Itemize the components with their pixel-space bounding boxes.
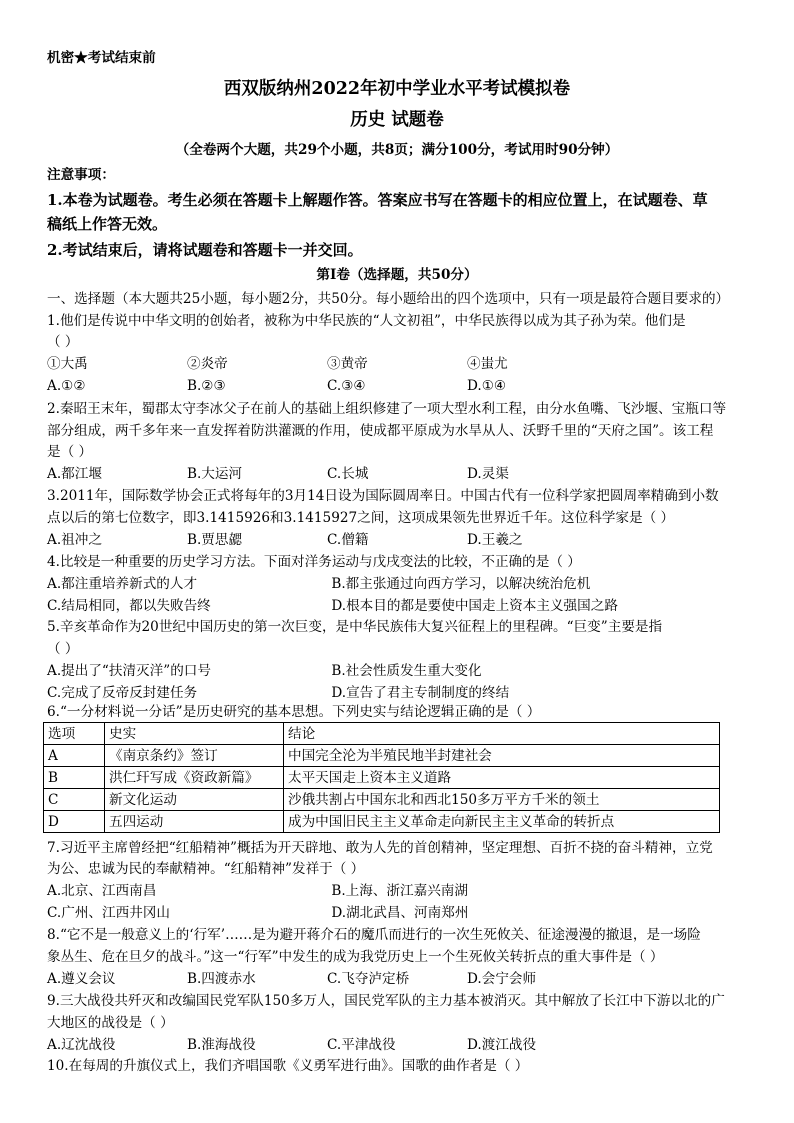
q1-items [47, 354, 754, 374]
table-cell: 新文化运动 [105, 789, 284, 811]
q5-options-row2 [47, 683, 754, 703]
q8-option-a: A.遵义会议 [47, 971, 116, 987]
notice-item-1a: 1.本卷为试题卷。考生必须在答题卡上解题作答。答案应书写在答题卡的相应位置上，在试题卷、草 [47, 191, 708, 209]
page-subtitle: 历史 试题卷 [350, 110, 444, 130]
q9-stem-b: 大地区的战役是（ ） [47, 1015, 174, 1031]
table-cell: 《南京条约》签订 [105, 745, 284, 767]
q2-option-d: D.灵渠 [467, 466, 509, 482]
q2-options [47, 464, 754, 484]
q7-stem-b: 为公、忠诚为民的奉献精神。“红船精神”发祥于（ ） [47, 861, 365, 877]
page-title: 西双版纳州2022年初中学业水平考试模拟卷 [223, 79, 571, 99]
q4-option-b: B.都主张通过向西方学习，以解决统治危机 [331, 576, 591, 592]
exam-scope: （全卷两个大题，共29个小题，共8页；满分100分，考试用时90分钟） [175, 142, 619, 158]
q2-stem-b: 部分组成，两千多年来一直发挥着防洪灌溉的作用，使成都平原成为水旱从人、沃野千里的“天府之国”。该工程 [47, 423, 714, 439]
table-cell: C [44, 789, 105, 811]
table-header-row [44, 723, 720, 745]
section-title: 第Ⅰ卷（选择题，共50分） [316, 267, 478, 283]
notice-item-2: 2.考试结束后，请将试题卷和答题卡一并交回。 [47, 241, 363, 259]
q8-option-c: C.飞夺泸定桥 [327, 971, 410, 987]
q7-option-b: B.上海、浙江嘉兴南湖 [331, 883, 468, 899]
q8-option-b: B.四渡赤水 [187, 971, 256, 987]
table-row [44, 745, 720, 767]
table-cell: D [44, 811, 105, 833]
table-cell: B [44, 767, 105, 789]
q2-stem-a: 2.秦昭王末年，蜀郡太守李冰父子在前人的基础上组织修建了一项大型水利工程，由分水鱼嘴、飞沙堰、宝瓶口等 [47, 401, 727, 417]
q9-stem-a: 9.三大战役共歼灭和改编国民党军队150多万人，国民党军队的主力基本被消灭。其中解放了长江中下游以北的广 [47, 993, 725, 1009]
q9-option-c: C.平津战役 [327, 1037, 396, 1053]
q2-option-b: B.大运河 [187, 466, 243, 482]
table-cell: 成为中国旧民主主义革命走向新民主主义革命的转折点 [284, 811, 720, 833]
q1-options [47, 376, 754, 396]
q3-stem-a: 3.2011年，国际数学协会正式将每年的3月14日设为国际圆周率日。中国古代有一位科学家把圆周率精确到小数 [47, 488, 719, 504]
confidential-label: 机密★考试结束前 [47, 50, 156, 66]
q4-options-row2 [47, 596, 754, 616]
q3-option-d: D.王羲之 [467, 532, 523, 548]
q1-option-b: B.②③ [187, 378, 226, 394]
q5-stem-a: 5.辛亥革命作为20世纪中国历史的第一次巨变，是中华民族伟大复兴征程上的里程碑。“巨变”主要是指 [47, 619, 663, 635]
q9-options [47, 1035, 754, 1055]
q6-table [43, 722, 720, 833]
q1-item: ①大禹 [47, 356, 88, 372]
q3-option-b: B.贾思勰 [187, 532, 243, 548]
q3-option-c: C.僧籍 [327, 532, 369, 548]
q1-option-a: A.①② [47, 378, 86, 394]
section-instruction: 一、选择题（本大题共25小题，每小题2分，共50分。每小题给出的四个选项中，只有一项是最符合题目要求的） [47, 291, 730, 307]
q10-stem: 10.在每周的升旗仪式上，我们齐唱国歌《义勇军进行曲》。国歌的曲作者是（ ） [47, 1058, 529, 1074]
q7-option-c: C.广州、江西井冈山 [47, 905, 170, 921]
q8-stem-b: 象丛生、危在旦夕的战斗。”这一“行军”中发生的成为我党历史上一个生死攸关转折点的重大事件是（ ） [47, 949, 664, 965]
table-cell: 五四运动 [105, 811, 284, 833]
q4-option-d: D.根本目的都是要使中国走上资本主义强国之路 [331, 598, 618, 614]
table-header-cell: 史实 [105, 723, 284, 745]
table-row [44, 811, 720, 833]
q5-option-b: B.社会性质发生重大变化 [331, 663, 482, 679]
q1-option-c: C.③④ [327, 378, 366, 394]
q5-option-c: C.完成了反帝反封建任务 [47, 685, 198, 701]
q9-option-a: A.辽沈战役 [47, 1037, 116, 1053]
q7-options-row2 [47, 903, 754, 923]
q1-stem: 1.他们是传说中中华文明的创始者，被称为中华民族的“人文初祖”，中华民族得以成为其子孙为荣。他们是 [47, 313, 686, 329]
q1-item: ②炎帝 [187, 356, 228, 372]
q2-option-c: C.长城 [327, 466, 369, 482]
table-header-cell: 结论 [284, 723, 720, 745]
q6-stem: 6.“一分材料说一分话”是历史研究的基本思想。下列史实与结论逻辑正确的是（ ） [47, 704, 541, 720]
q7-option-d: D.湖北武昌、河南郑州 [331, 905, 469, 921]
q1-item: ④蚩尤 [467, 356, 508, 372]
q8-stem-a: 8.“它不是一般意义上的‘行军’……是为避开蒋介石的魔爪而进行的一次生死攸关、征途漫漫的撤退，是一场险 [47, 927, 701, 943]
q4-options-row1 [47, 574, 754, 594]
table-row [44, 767, 720, 789]
q9-option-b: B.淮海战役 [187, 1037, 256, 1053]
q8-options [47, 969, 754, 989]
q3-option-a: A.祖冲之 [47, 532, 102, 548]
q4-option-c: C.结局相同，都以失败告终 [47, 598, 211, 614]
table-cell: 太平天国走上资本主义道路 [284, 767, 720, 789]
q2-stem-c: 是（ ） [47, 444, 93, 460]
q9-option-d: D.渡江战役 [467, 1037, 537, 1053]
q5-option-d: D.宣告了君主专制制度的终结 [331, 685, 510, 701]
table-header-cell: 选项 [44, 723, 105, 745]
q4-option-a: A.都注重培养新式的人才 [47, 576, 198, 592]
q1-blank: （ ） [47, 334, 79, 350]
q5-options-row1 [47, 661, 754, 681]
q5-option-a: A.提出了“扶清灭洋”的口号 [47, 663, 211, 679]
q8-option-d: D.会宁会师 [467, 971, 537, 987]
notice-item-1b: 稿纸上作答无效。 [47, 215, 168, 233]
q3-stem-b: 点以后的第七位数字，即3.1415926和3.1415927之间，这项成果领先世界近千年。这位科学家是（ ） [47, 510, 675, 526]
q4-stem: 4.比较是一种重要的历史学习方法。下面对洋务运动与戊戌变法的比较，不正确的是（ ） [47, 554, 581, 570]
table-cell: 中国完全沦为半殖民地半封建社会 [284, 745, 720, 767]
q7-option-a: A.北京、江西南昌 [47, 883, 157, 899]
table-cell: 洪仁玕写成《资政新篇》 [105, 767, 284, 789]
q3-options [47, 530, 754, 550]
notice-heading: 注意事项： [47, 167, 115, 183]
table-cell: 沙俄共割占中国东北和西北150多万平方千米的领土 [284, 789, 720, 811]
q7-stem-a: 7.习近平主席曾经把“红船精神”概括为开天辟地、敢为人先的首创精神，坚定理想、百折不挠的奋斗精神，立党 [47, 840, 713, 856]
q1-option-d: D.①④ [467, 378, 507, 394]
q7-options-row1 [47, 881, 754, 901]
q5-stem-b: （ ） [47, 641, 79, 657]
table-cell: A [44, 745, 105, 767]
table-row [44, 789, 720, 811]
q2-option-a: A.都江堰 [47, 466, 102, 482]
q1-item: ③黄帝 [327, 356, 368, 372]
